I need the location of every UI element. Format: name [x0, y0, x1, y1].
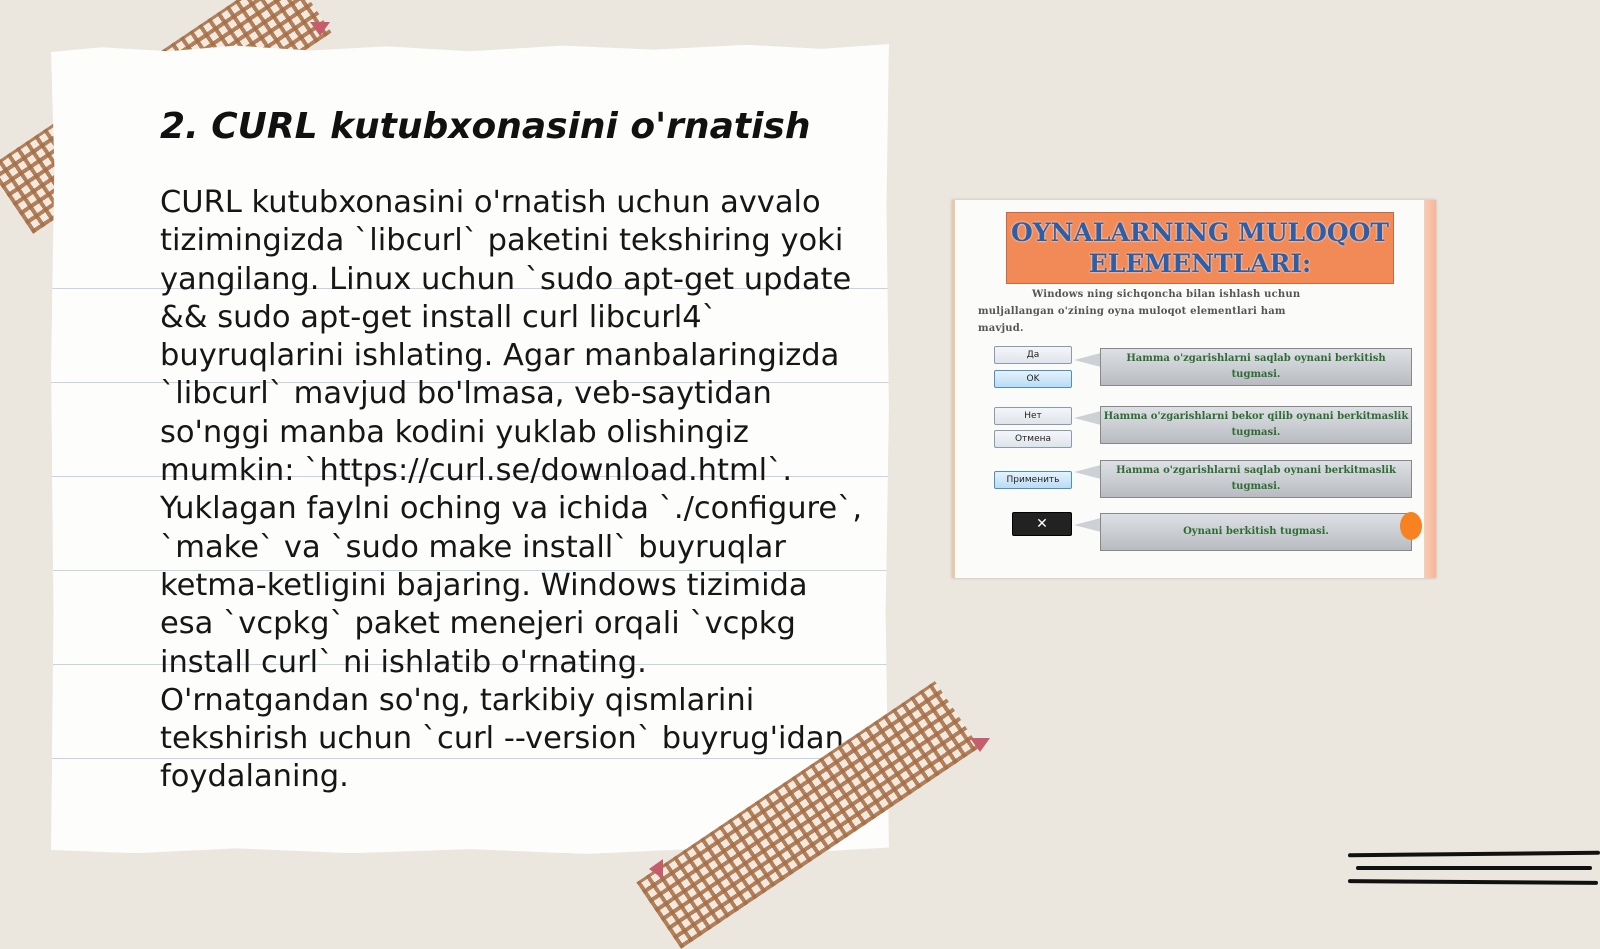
- body-line: CURL kutubxonasini o'rnatish uchun avvalo: [160, 185, 821, 220]
- ok-button: OK: [994, 370, 1072, 388]
- callout-arrow: [1074, 465, 1101, 479]
- net-button: Нет: [994, 407, 1072, 425]
- callout-apply: Hamma o'zgarishlarni saqlab oynani berkitmaslik tugmasi.: [1100, 460, 1412, 498]
- figure-subtitle: [978, 286, 1398, 337]
- dialog-elements-figure: [952, 200, 1436, 578]
- body-line: `make` va `sudo make install` buyruqlar: [160, 529, 786, 565]
- body-line: ketma-ketligini bajaring. Windows tizimida: [160, 567, 808, 603]
- body-line: yangilang. Linux uchun `sudo apt-get update: [160, 261, 852, 297]
- body-line: Yuklagan faylni oching va ichida `./configure`,: [160, 491, 863, 527]
- body-line: tekshirish uchun `curl --version` buyrug'idan: [160, 721, 844, 757]
- pin-marker-bottom: [649, 859, 663, 879]
- da-button: Да: [994, 346, 1072, 364]
- scribble-line: [1348, 851, 1600, 858]
- body-line: tizimingizda `libcurl` paketini tekshiring yoki: [160, 223, 844, 259]
- otmena-button: Отмена: [994, 430, 1072, 448]
- callout-arrow: [1074, 411, 1101, 425]
- subtitle-line: muljallangan o'zining oyna muloqot elementlari ham: [978, 306, 1286, 317]
- body-line: && sudo apt-get install curl libcurl4`: [160, 299, 717, 335]
- callout-save-close: Hamma o'zgarishlarni saqlab oynani berkitish tugmasi.: [1100, 348, 1412, 386]
- page-title: 2. CURL kutubxonasini o'rnatish: [160, 106, 811, 147]
- body-line: foydalaning.: [160, 759, 349, 795]
- body-line: buyruqlarini ishlating. Agar manbalaringizda: [160, 338, 840, 374]
- figure-left-border: [952, 200, 955, 578]
- body-line: esa `vcpkg` paket menejeri orqali `vcpkg: [160, 606, 796, 642]
- body-line: so'nggi manba kodini yuklab olishingiz: [160, 414, 749, 450]
- callout-close: Oynani berkitish tugmasi.: [1100, 513, 1412, 551]
- subtitle-line: mavjud.: [978, 323, 1024, 334]
- banner-line: ELEMENTLARI:: [1088, 249, 1312, 278]
- callout-arrow: [1074, 518, 1101, 532]
- scribble-line: [1348, 879, 1598, 885]
- banner-line: OYNALARNING MULOQOT: [1010, 218, 1390, 247]
- pin-marker-right: [970, 738, 990, 752]
- figure-right-border: [1424, 200, 1436, 578]
- callout-arrow: [1074, 353, 1101, 367]
- body-text: [160, 184, 863, 797]
- body-line: mumkin: `https://curl.se/download.html`.: [160, 453, 793, 489]
- subtitle-line: Windows ning sichqoncha bilan ishlash uchun: [1032, 289, 1301, 300]
- body-line: `libcurl` mavjud bo'lmasa, veb-saytidan: [160, 376, 772, 412]
- body-line: O'rnatgandan so'ng, tarkibiy qismlarini: [160, 682, 755, 718]
- body-line: install curl` ni ishlatib o'rnating.: [160, 644, 647, 680]
- pin-marker-top: [310, 22, 330, 36]
- callout-cancel: Hamma o'zgarishlarni bekor qilib oynani berkitmaslik tugmasi.: [1100, 406, 1412, 444]
- orange-dot: [1400, 512, 1422, 540]
- primenit-button: Применить: [994, 471, 1072, 489]
- figure-banner: [1006, 212, 1394, 284]
- close-icon: ✕: [1012, 512, 1072, 536]
- scribble-line: [1356, 866, 1592, 870]
